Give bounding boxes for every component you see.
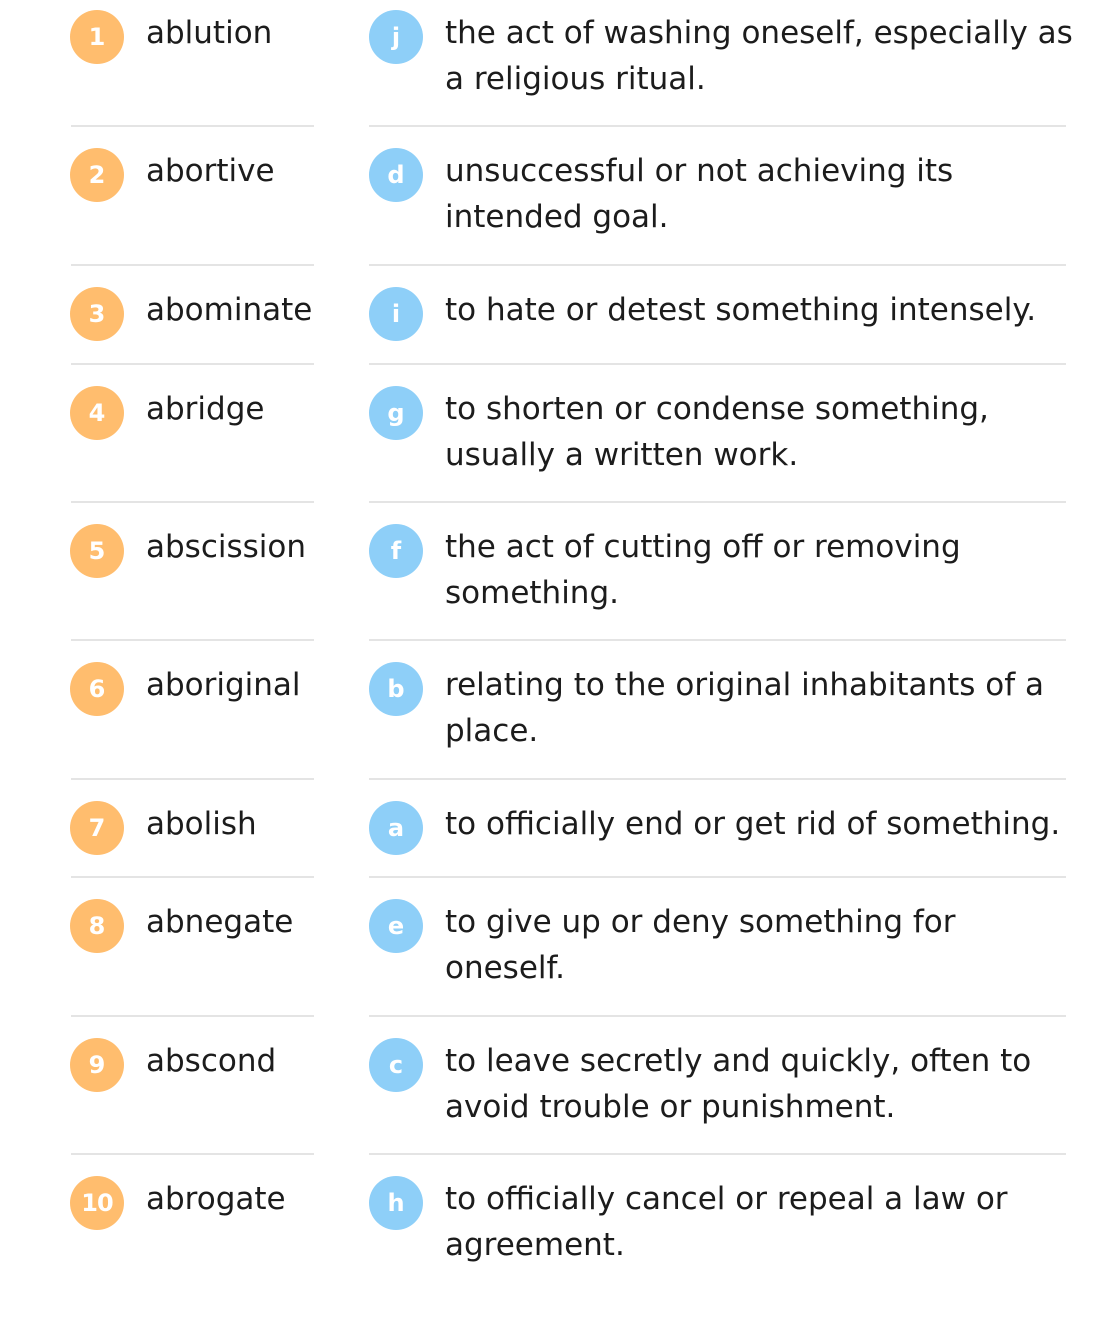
term-word: abominate: [146, 292, 313, 328]
letter-badge: h: [369, 1176, 423, 1230]
letter-badge: a: [369, 801, 423, 855]
divider: [369, 363, 1066, 365]
term-definition: to hate or detest something intensely.: [445, 292, 1037, 328]
term-definition: the act of washing oneself, especially as a religious ritual.: [445, 15, 1073, 97]
term-definition: the act of cutting off or removing something.: [445, 529, 961, 611]
term-word: abridge: [146, 391, 265, 427]
letter-badge: e: [369, 899, 423, 953]
term-definition: to officially cancel or repeal a law or agreement.: [445, 1181, 1008, 1263]
term-definition: unsuccessful or not achieving its intended goal.: [445, 153, 954, 235]
letter-badge: b: [369, 662, 423, 716]
term-definition: to officially end or get rid of something.: [445, 806, 1061, 842]
divider: [369, 1153, 1066, 1155]
term-word: abscond: [146, 1043, 277, 1079]
term-word: aboriginal: [146, 667, 301, 703]
letter-badge: d: [369, 148, 423, 202]
divider: [369, 125, 1066, 127]
letter-badge: g: [369, 386, 423, 440]
divider: [369, 876, 1066, 878]
term-definition: to leave secretly and quickly, often to avoid trouble or punishment.: [445, 1043, 1032, 1125]
divider: [71, 125, 314, 127]
letter-badge: j: [369, 10, 423, 64]
number-badge: 3: [70, 287, 124, 341]
divider: [369, 264, 1066, 266]
divider: [71, 639, 314, 641]
number-badge: 6: [70, 662, 124, 716]
number-badge: 7: [70, 801, 124, 855]
number-badge: 10: [70, 1176, 124, 1230]
term-definition: relating to the original inhabitants of a place.: [445, 667, 1045, 749]
divider: [71, 264, 314, 266]
divider: [369, 639, 1066, 641]
divider: [71, 501, 314, 503]
term-word: ablution: [146, 15, 273, 51]
term-definition: to shorten or condense something, usually a written work.: [445, 391, 989, 473]
number-badge: 1: [70, 10, 124, 64]
term-word: abnegate: [146, 904, 294, 940]
number-badge: 8: [70, 899, 124, 953]
term-definition: to give up or deny something for oneself.: [445, 904, 956, 986]
divider: [71, 876, 314, 878]
term-word: abolish: [146, 806, 257, 842]
divider: [369, 501, 1066, 503]
letter-badge: i: [369, 287, 423, 341]
letter-badge: c: [369, 1038, 423, 1092]
term-word: abrogate: [146, 1181, 286, 1217]
letter-badge: f: [369, 524, 423, 578]
divider: [71, 1153, 314, 1155]
divider: [71, 778, 314, 780]
divider: [369, 1015, 1066, 1017]
number-badge: 9: [70, 1038, 124, 1092]
divider: [369, 778, 1066, 780]
number-badge: 4: [70, 386, 124, 440]
term-word: abscission: [146, 529, 307, 565]
term-word: abortive: [146, 153, 275, 189]
number-badge: 5: [70, 524, 124, 578]
number-badge: 2: [70, 148, 124, 202]
divider: [71, 363, 314, 365]
divider: [71, 1015, 314, 1017]
